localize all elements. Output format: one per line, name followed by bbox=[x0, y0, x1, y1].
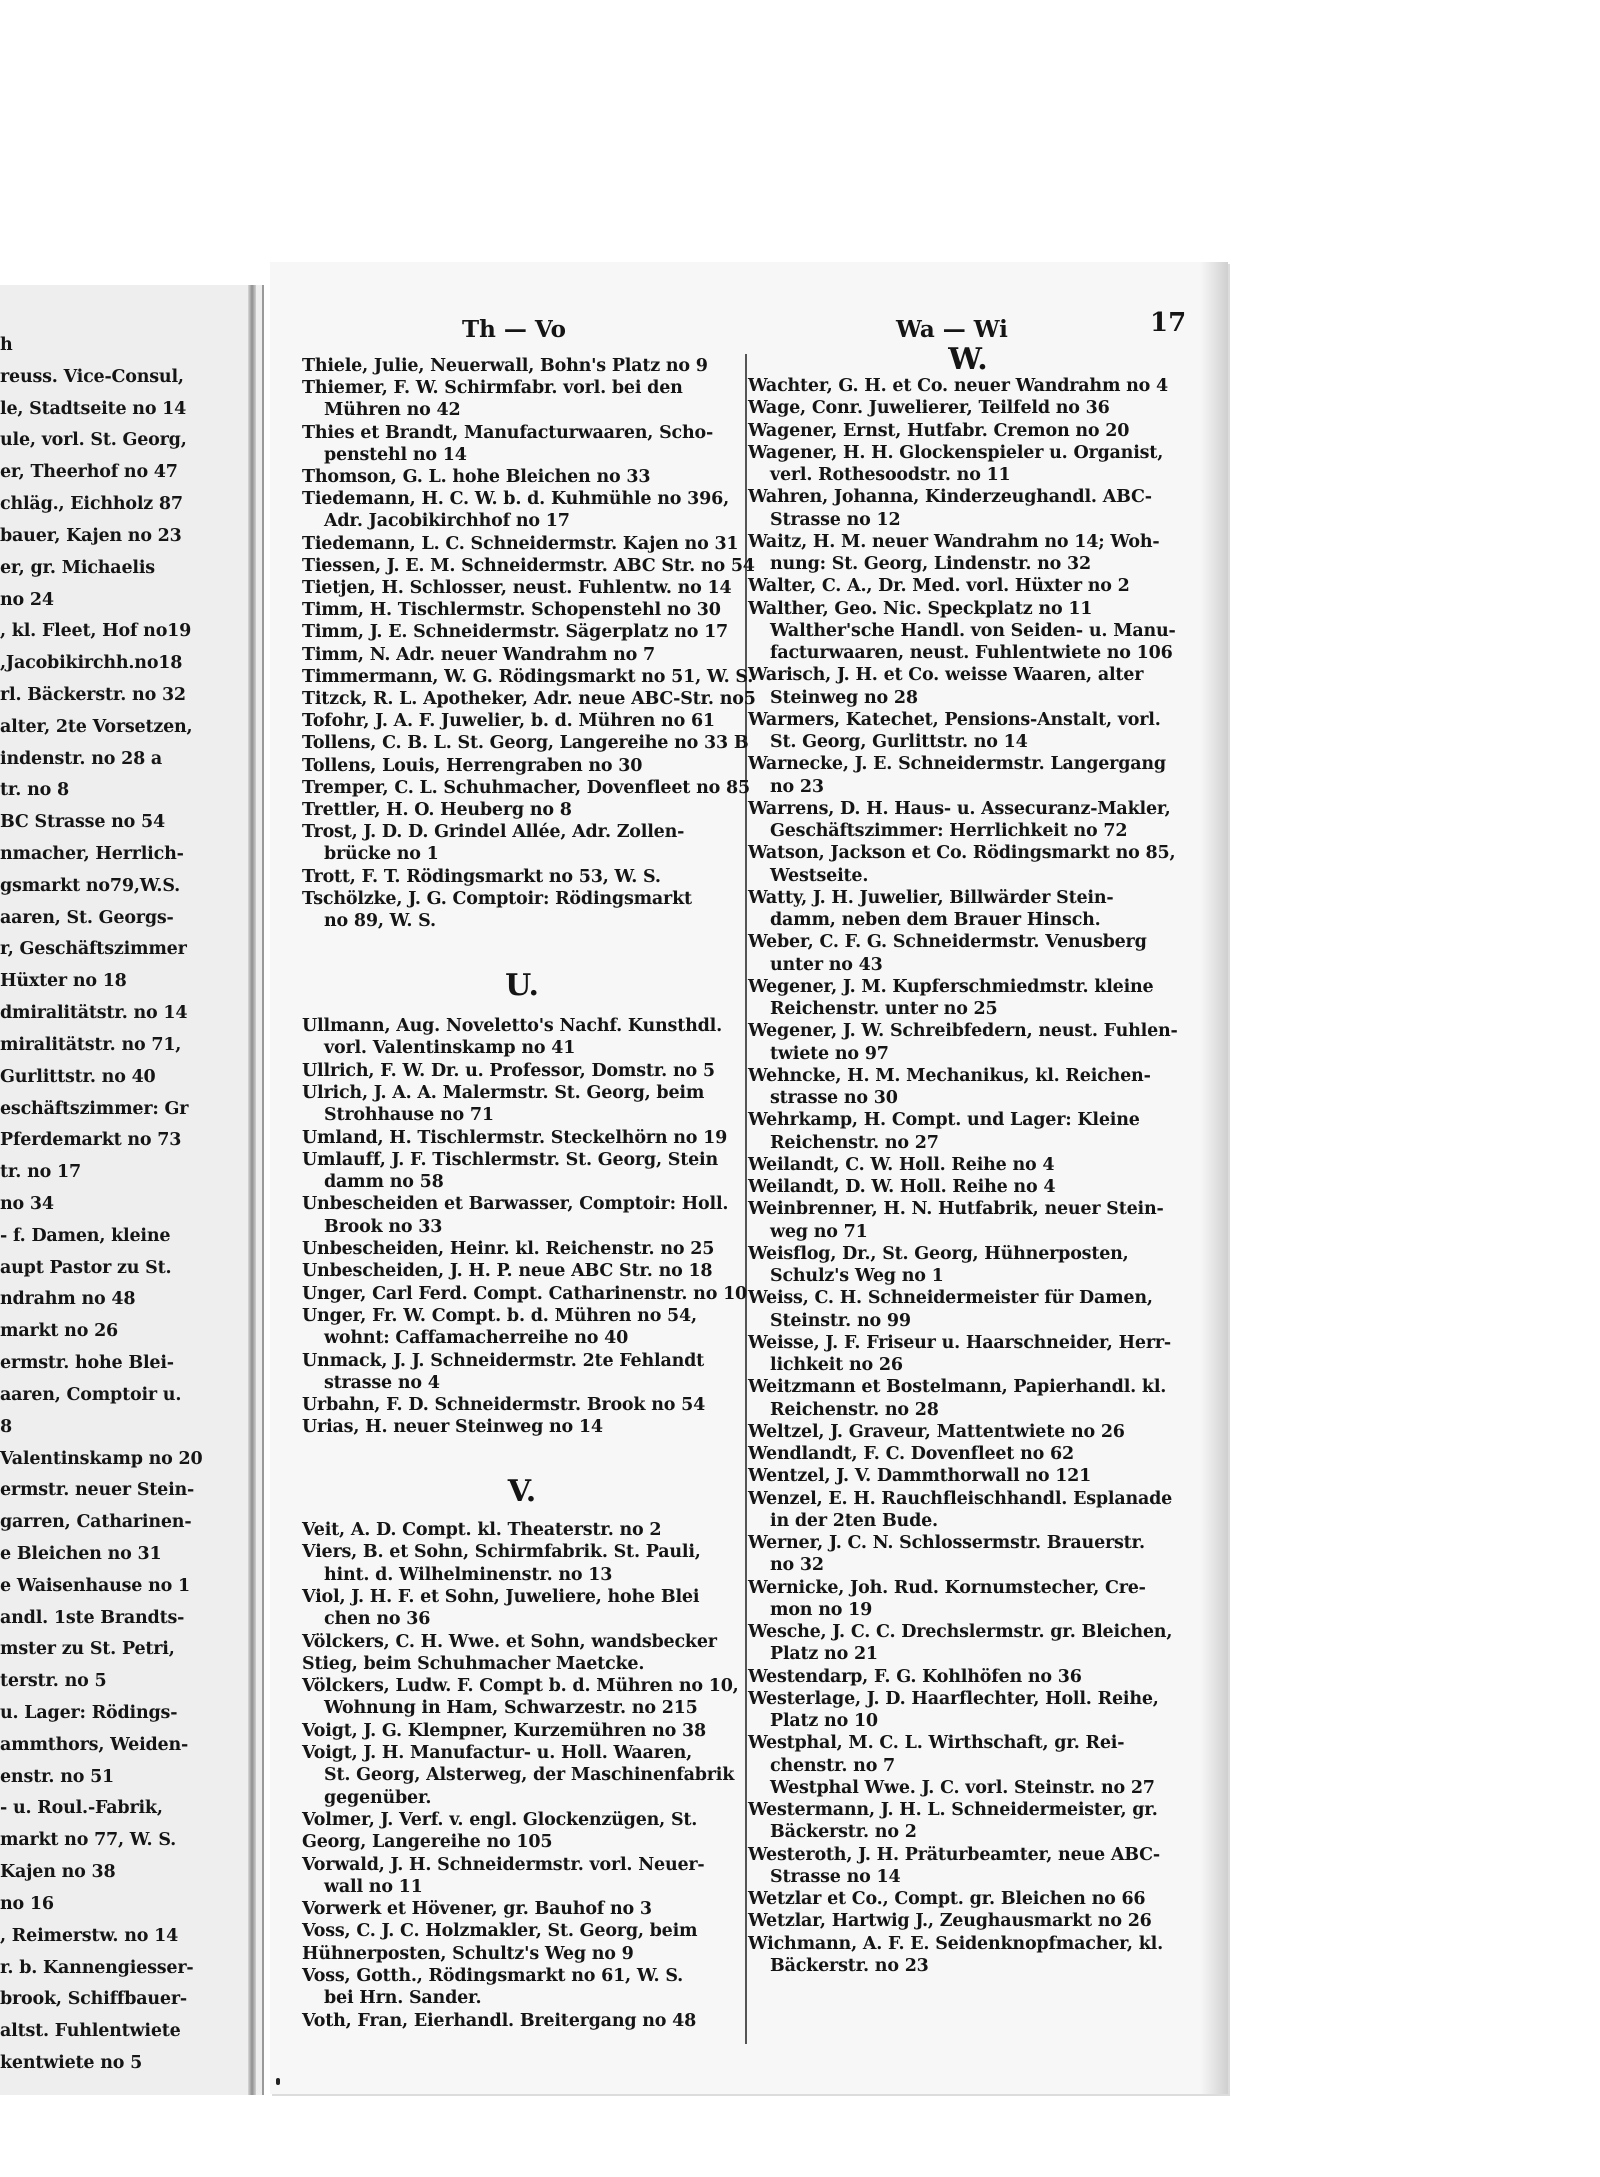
directory-entry-line: facturwaaren, neust. Fuhlentwiete no 106 bbox=[770, 643, 1173, 663]
directory-entry-line: Voigt, J. H. Manufactur- u. Holl. Waaren, bbox=[302, 1743, 693, 1763]
directory-entry-line: Viers, B. et Sohn, Schirmfabrik. St. Pauli, bbox=[302, 1542, 701, 1563]
directory-entry-line: Voss, C. J. C. Holzmakler, St. Georg, beim bbox=[302, 1921, 698, 1942]
directory-entry-line: twiete no 97 bbox=[770, 1043, 889, 1064]
directory-entry-line: Unger, Carl Ferd. Compt. Catharinenstr. no 10 bbox=[302, 1283, 748, 1304]
directory-entry-line: Walther'sche Handl. von Seiden- u. Manu- bbox=[770, 620, 1176, 641]
directory-entry-line: chenstr. no 7 bbox=[770, 1755, 896, 1776]
page-number: 17 bbox=[1150, 308, 1187, 338]
previous-page-fragment bbox=[0, 285, 264, 2095]
directory-entry-line: strasse no 30 bbox=[770, 1088, 898, 1108]
directory-entry-line: no 23 bbox=[770, 776, 824, 797]
directory-entry-line: Strasse no 12 bbox=[770, 509, 901, 530]
left-page-line: tr. no 17 bbox=[0, 1162, 81, 1182]
directory-entry-line: Trettler, H. O. Heuberg no 8 bbox=[302, 800, 572, 820]
page-gutter bbox=[248, 285, 256, 2095]
directory-entry-line: vorl. Valentinskamp no 41 bbox=[324, 1038, 576, 1059]
left-page-line: Hüxter no 18 bbox=[0, 971, 127, 991]
directory-entry-line: Walther, Geo. Nic. Speckplatz no 11 bbox=[748, 598, 1093, 619]
directory-entry-line: Weilandt, D. W. Holl. Reihe no 4 bbox=[748, 1177, 1056, 1197]
directory-entry-line: Wentzel, J. V. Dammthorwall no 121 bbox=[748, 1466, 1092, 1487]
left-page-line: , kl. Fleet, Hof no19 bbox=[0, 621, 192, 641]
directory-entry-line: Weinbrenner, H. N. Hutfabrik, neuer Stein- bbox=[748, 1199, 1164, 1220]
left-page-line: gsmarkt no79,W.S. bbox=[0, 876, 181, 896]
directory-entry-line: Wetzlar et Co., Compt. gr. Bleichen no 66 bbox=[748, 1889, 1146, 1909]
directory-entry-line: Westseite. bbox=[770, 865, 869, 886]
directory-entry-line: Wehrkamp, H. Compt. und Lager: Kleine bbox=[748, 1110, 1140, 1131]
directory-entry-line: Hühnerposten, Schultz's Weg no 9 bbox=[302, 1943, 634, 1964]
section-letter-u: U. bbox=[505, 968, 539, 1003]
left-page-line: mster zu St. Petri, bbox=[0, 1639, 175, 1659]
directory-entry-line: Steinstr. no 99 bbox=[770, 1310, 911, 1331]
directory-entry-line: no 32 bbox=[770, 1555, 824, 1576]
directory-entry-line: Thiemer, F. W. Schirmfabr. vorl. bei den bbox=[302, 378, 683, 399]
directory-entry-line: Reichenstr. no 28 bbox=[770, 1399, 939, 1420]
directory-entry-line: Wagener, H. H. Glockenspieler u. Organist, bbox=[748, 442, 1164, 463]
directory-entry-line: Warmers, Katechet, Pensions-Anstalt, vorl. bbox=[748, 709, 1161, 730]
directory-entry-line: Thomson, G. L. hohe Bleichen no 33 bbox=[302, 467, 651, 487]
directory-entry-line: Westerlage, J. D. Haarflechter, Holl. Reihe, bbox=[748, 1688, 1159, 1709]
directory-entry-line: unter no 43 bbox=[770, 954, 883, 975]
directory-entry-line: Weiss, C. H. Schneidermeister für Damen, bbox=[748, 1288, 1153, 1309]
directory-entry-line: Tiedemann, H. C. W. b. d. Kuhmühle no 396, bbox=[302, 489, 729, 510]
left-page-line: andl. 1ste Brandts- bbox=[0, 1608, 185, 1628]
directory-entry-line: Unbescheiden, Heinr. kl. Reichenstr. no 25 bbox=[302, 1239, 715, 1259]
directory-entry-line: Thies et Brandt, Manufacturwaaren, Scho- bbox=[302, 422, 714, 443]
left-page-line: u. Lager: Rödings- bbox=[0, 1703, 178, 1723]
directory-entry-line: Tiedemann, L. C. Schneidermstr. Kajen no 31 bbox=[302, 533, 739, 554]
running-head-right: Wa — Wi bbox=[896, 316, 1008, 343]
left-page-line: ermstr. hohe Blei- bbox=[0, 1353, 174, 1373]
directory-entry-line: wall no 11 bbox=[324, 1876, 423, 1897]
directory-entry-line: St. Georg, Gurlittstr. no 14 bbox=[770, 732, 1028, 752]
directory-entry-line: Georg, Langereihe no 105 bbox=[302, 1832, 553, 1853]
directory-entry-line: Tietjen, H. Schlosser, neust. Fuhlentw. no 14 bbox=[302, 578, 732, 598]
left-page-line: 8 bbox=[0, 1417, 12, 1437]
directory-entry-line: St. Georg, Alsterweg, der Maschinenfabrik bbox=[324, 1765, 735, 1786]
directory-entry-line: Wetzlar, Hartwig J., Zeughausmarkt no 26 bbox=[748, 1911, 1152, 1932]
section-letter-v: V. bbox=[507, 1474, 537, 1509]
left-page-line: no 24 bbox=[0, 590, 54, 610]
left-page-line: markt no 77, W. S. bbox=[0, 1830, 177, 1850]
directory-entry-line: Unbescheiden et Barwasser, Comptoir: Holl. bbox=[302, 1194, 729, 1215]
directory-entry-line: Weitzmann et Bostelmann, Papierhandl. kl. bbox=[748, 1377, 1167, 1398]
left-page-line: er, gr. Michaelis bbox=[0, 558, 155, 578]
directory-entry-line: Warisch, J. H. et Co. weisse Waaren, alter bbox=[748, 665, 1144, 686]
directory-entry-line: Volmer, J. Verf. v. engl. Glockenzügen, St. bbox=[302, 1809, 698, 1830]
directory-entry-line: Bäckerstr. no 2 bbox=[770, 1822, 917, 1843]
directory-entry-line: Unbescheiden, J. H. P. neue ABC Str. no 18 bbox=[302, 1261, 713, 1282]
directory-entry-line: Ullrich, F. W. Dr. u. Professor, Domstr. no 5 bbox=[302, 1060, 715, 1081]
directory-entry-line: wohnt: Caffamacherreihe no 40 bbox=[324, 1328, 629, 1349]
directory-entry-line: Steinweg no 28 bbox=[770, 687, 918, 708]
directory-entry-line: Westeroth, J. H. Präturbeamter, neue ABC- bbox=[748, 1844, 1160, 1865]
left-page-line: indenstr. no 28 a bbox=[0, 749, 163, 769]
directory-entry-line: Brook no 33 bbox=[324, 1216, 443, 1237]
directory-entry-line: Tollens, C. B. L. St. Georg, Langereihe no 33 B bbox=[302, 733, 749, 754]
directory-entry-line: Vorwald, J. H. Schneidermstr. vorl. Neuer- bbox=[302, 1854, 705, 1875]
directory-entry-line: Westendarp, F. G. Kohlhöfen no 36 bbox=[748, 1666, 1082, 1687]
directory-entry-line: Urbahn, F. D. Schneidermstr. Brook no 54 bbox=[302, 1395, 706, 1416]
left-page-line: r. b. Kannengiesser- bbox=[0, 1958, 194, 1978]
directory-entry-line: Weisse, J. F. Friseur u. Haarschneider, Herr- bbox=[748, 1332, 1171, 1353]
directory-entry-line: damm, neben dem Brauer Hinsch. bbox=[770, 910, 1101, 930]
directory-entry-line: Platz no 10 bbox=[770, 1711, 878, 1731]
directory-entry-line: strasse no 4 bbox=[324, 1372, 440, 1393]
left-page-line: chläg., Eichholz 87 bbox=[0, 494, 183, 514]
left-page-line: er, Theerhof no 47 bbox=[0, 462, 178, 482]
directory-entry-line: Thiele, Julie, Neuerwall, Bohn's Platz no 9 bbox=[302, 356, 708, 376]
directory-entry-line: Tiessen, J. E. M. Schneidermstr. ABC Str. no 54 bbox=[302, 555, 755, 576]
directory-entry-line: Ullmann, Aug. Noveletto's Nachf. Kunsthdl. bbox=[302, 1016, 722, 1036]
directory-entry-line: hint. d. Wilhelminenstr. no 13 bbox=[324, 1564, 613, 1585]
directory-entry-line: weg no 71 bbox=[770, 1221, 868, 1242]
directory-entry-line: Viol, J. H. F. et Sohn, Juweliere, hohe Blei bbox=[302, 1586, 700, 1607]
left-page-line: reuss. Vice-Consul, bbox=[0, 367, 184, 387]
left-page-line: BC Strasse no 54 bbox=[0, 812, 165, 832]
directory-entry-line: Völckers, C. H. Wwe. et Sohn, wandsbecker bbox=[302, 1631, 717, 1652]
directory-entry-line: Timmermann, W. G. Rödingsmarkt no 51, W. S. bbox=[302, 666, 754, 687]
left-page-line: bauer, Kajen no 23 bbox=[0, 526, 182, 546]
left-page-line: rl. Bäckerstr. no 32 bbox=[0, 685, 186, 705]
directory-entry-line: Mühren no 42 bbox=[324, 400, 461, 421]
directory-entry-line: Adr. Jacobikirchhof no 17 bbox=[324, 511, 570, 532]
left-page-line: terstr. no 5 bbox=[0, 1671, 107, 1691]
left-page-line: e Waisenhause no 1 bbox=[0, 1576, 190, 1596]
section-letter-w: W. bbox=[948, 342, 988, 377]
directory-entry-line: Tofohr, J. A. F. Juwelier, b. d. Mühren no 61 bbox=[302, 711, 715, 732]
left-page-line: ndrahm no 48 bbox=[0, 1289, 136, 1309]
directory-entry-line: Völckers, Ludw. F. Compt b. d. Mühren no 10, bbox=[302, 1676, 739, 1697]
directory-entry-line: Bäckerstr. no 23 bbox=[770, 1955, 929, 1976]
directory-entry-line: Platz no 21 bbox=[770, 1644, 878, 1665]
left-page-line: Kajen no 38 bbox=[0, 1862, 116, 1882]
left-page-line: eschäftszimmer: Gr bbox=[0, 1099, 189, 1119]
left-page-line: brook, Schiffbauer- bbox=[0, 1989, 187, 2009]
left-page-line: , Reimerstw. no 14 bbox=[0, 1926, 179, 1946]
directory-entry-line: Westphal Wwe. J. C. vorl. Steinstr. no 27 bbox=[770, 1777, 1155, 1798]
directory-entry-line: Tschölzke, J. G. Comptoir: Rödingsmarkt bbox=[302, 888, 692, 909]
directory-entry-line: Tremper, C. L. Schuhmacher, Dovenfleet no 85 bbox=[302, 777, 750, 798]
directory-entry-line: Weisflog, Dr., St. Georg, Hühnerposten, bbox=[748, 1243, 1129, 1264]
directory-entry-line: Trost, J. D. D. Grindel Allée, Adr. Zollen- bbox=[302, 822, 685, 843]
left-page-line: h bbox=[0, 335, 13, 355]
directory-entry-line: Weilandt, C. W. Holl. Reihe no 4 bbox=[748, 1154, 1055, 1175]
directory-entry-line: Werner, J. C. N. Schlossermstr. Brauerstr. bbox=[748, 1533, 1145, 1553]
left-page-line: ,Jacobikirchh.no18 bbox=[0, 653, 183, 673]
left-page-line: - u. Roul.-Fabrik, bbox=[0, 1798, 163, 1818]
directory-entry-line: Tollens, Louis, Herrengraben no 30 bbox=[302, 755, 643, 776]
directory-entry-line: Umland, H. Tischlermstr. Steckelhörn no 19 bbox=[302, 1127, 728, 1148]
left-page-line: aaren, Comptoir u. bbox=[0, 1385, 182, 1405]
directory-entry-line: Westphal, M. C. L. Wirthschaft, gr. Rei- bbox=[748, 1733, 1125, 1754]
directory-entry-line: Wendlandt, F. C. Dovenfleet no 62 bbox=[748, 1444, 1074, 1464]
directory-entry-line: nung: St. Georg, Lindenstr. no 32 bbox=[770, 554, 1092, 574]
directory-entry-line: Walter, C. A., Dr. Med. vorl. Hüxter no 2 bbox=[748, 576, 1130, 597]
left-page-line: tr. no 8 bbox=[0, 780, 69, 800]
left-page-line: ule, vorl. St. Georg, bbox=[0, 430, 187, 450]
left-page-line: alter, 2te Vorsetzen, bbox=[0, 717, 193, 737]
directory-entry-line: Watty, J. H. Juwelier, Billwärder Stein- bbox=[748, 887, 1114, 908]
directory-entry-line: Titzck, R. L. Apotheker, Adr. neue ABC-Str. no5 bbox=[302, 689, 756, 709]
directory-entry-line: Vorwerk et Hövener, gr. Bauhof no 3 bbox=[302, 1899, 652, 1920]
directory-entry-line: Watson, Jackson et Co. Rödingsmarkt no 85, bbox=[748, 843, 1176, 864]
directory-entry-line: Urias, H. neuer Steinweg no 14 bbox=[302, 1417, 603, 1438]
left-page-line: - f. Damen, kleine bbox=[0, 1226, 171, 1246]
running-head-left: Th — Vo bbox=[462, 316, 566, 343]
left-page-line: e Bleichen no 31 bbox=[0, 1544, 162, 1564]
left-page-line: ammthors, Weiden- bbox=[0, 1735, 189, 1755]
directory-entry-line: damm no 58 bbox=[324, 1172, 444, 1193]
directory-entry-line: gegenüber. bbox=[324, 1787, 432, 1808]
column-divider bbox=[745, 354, 747, 2044]
directory-entry-line: brücke no 1 bbox=[324, 844, 439, 865]
directory-entry-line: verl. Rothesoodstr. no 11 bbox=[770, 465, 1011, 485]
directory-entry-line: Wahren, Johanna, Kinderzeughandl. ABC- bbox=[748, 487, 1152, 508]
left-page-line: r, Geschäftszimmer bbox=[0, 939, 187, 959]
directory-entry-line: Waitz, H. M. neuer Wandrahm no 14; Woh- bbox=[748, 531, 1160, 552]
directory-entry-line: Wagener, Ernst, Hutfabr. Cremon no 20 bbox=[748, 420, 1130, 441]
directory-entry-line: Reichenstr. no 27 bbox=[770, 1132, 939, 1153]
directory-entry-line: Reichenstr. unter no 25 bbox=[770, 999, 998, 1019]
directory-entry-line: Stieg, beim Schuhmacher Maetcke. bbox=[302, 1653, 645, 1674]
directory-entry-line: Veit, A. D. Compt. kl. Theaterstr. no 2 bbox=[302, 1520, 662, 1540]
directory-entry-line: Strasse no 14 bbox=[770, 1866, 901, 1887]
directory-entry-line: Wernicke, Joh. Rud. Kornumstecher, Cre- bbox=[748, 1577, 1146, 1598]
directory-entry-line: Warrens, D. H. Haus- u. Assecuranz-Makler, bbox=[748, 798, 1171, 819]
directory-entry-line: Ulrich, J. A. A. Malermstr. St. Georg, beim bbox=[302, 1082, 705, 1103]
directory-entry-line: Voss, Gotth., Rödingsmarkt no 61, W. S. bbox=[302, 1966, 684, 1986]
left-page-line: Gurlittstr. no 40 bbox=[0, 1067, 156, 1087]
left-page-line: le, Stadtseite no 14 bbox=[0, 399, 187, 419]
left-page-line: aupt Pastor zu St. bbox=[0, 1258, 172, 1278]
directory-entry-line: Weber, C. F. G. Schneidermstr. Venusberg bbox=[748, 932, 1147, 953]
left-page-line: altst. Fuhlentwiete bbox=[0, 2021, 181, 2041]
directory-entry-line: Unmack, J. J. Schneidermstr. 2te Fehlandt bbox=[302, 1350, 705, 1371]
directory-entry-line: Timm, N. Adr. neuer Wandrahm no 7 bbox=[302, 644, 655, 665]
directory-entry-line: in der 2ten Bude. bbox=[770, 1510, 938, 1531]
directory-entry-line: Timm, H. Tischlermstr. Schopenstehl no 30 bbox=[302, 600, 721, 621]
left-page-line: no 16 bbox=[0, 1894, 54, 1914]
directory-entry-line: bei Hrn. Sander. bbox=[324, 1988, 482, 2009]
ink-speck bbox=[276, 2078, 280, 2085]
directory-entry-line: Unger, Fr. W. Compt. b. d. Mühren no 54, bbox=[302, 1305, 697, 1326]
directory-entry-line: lichkeit no 26 bbox=[770, 1355, 903, 1375]
left-page-line: dmiralitätstr. no 14 bbox=[0, 1003, 188, 1023]
directory-entry-line: Wegener, J. W. Schreibfedern, neust. Fuhlen- bbox=[748, 1021, 1178, 1042]
left-page-line: aaren, St. Georgs- bbox=[0, 908, 174, 928]
directory-entry-line: Wachter, G. H. et Co. neuer Wandrahm no 4 bbox=[748, 376, 1169, 396]
directory-entry-line: Wesche, J. C. C. Drechslermstr. gr. Bleichen, bbox=[748, 1622, 1173, 1642]
directory-entry-line: Wohnung in Ham, Schwarzestr. no 215 bbox=[324, 1698, 698, 1719]
directory-entry-line: Timm, J. E. Schneidermstr. Sägerplatz no 17 bbox=[302, 622, 729, 643]
directory-entry-line: Voth, Fran, Eierhandl. Breitergang no 48 bbox=[302, 2010, 697, 2031]
directory-entry-line: Wegener, J. M. Kupferschmiedmstr. kleine bbox=[748, 976, 1154, 997]
left-page-line: no 34 bbox=[0, 1194, 54, 1214]
directory-entry-line: Geschäftszimmer: Herrlichkeit no 72 bbox=[770, 821, 1128, 841]
directory-entry-line: Weltzel, J. Graveur, Mattentwiete no 26 bbox=[748, 1421, 1125, 1442]
directory-entry-line: Wichmann, A. F. E. Seidenknopfmacher, kl. bbox=[748, 1933, 1163, 1954]
directory-entry-line: chen no 36 bbox=[324, 1609, 431, 1630]
directory-entry-line: Strohhause no 71 bbox=[324, 1105, 494, 1126]
directory-entry-line: Warnecke, J. E. Schneidermstr. Langergang bbox=[748, 754, 1166, 775]
left-page-line: markt no 26 bbox=[0, 1321, 119, 1341]
directory-entry-line: Wehncke, H. M. Mechanikus, kl. Reichen- bbox=[748, 1065, 1151, 1086]
left-page-line: Valentinskamp no 20 bbox=[0, 1449, 203, 1469]
left-page-line: enstr. no 51 bbox=[0, 1767, 115, 1787]
directory-entry-line: Trott, F. T. Rödingsmarkt no 53, W. S. bbox=[302, 866, 661, 887]
directory-entry-line: Wage, Conr. Juwelierer, Teilfeld no 36 bbox=[748, 398, 1110, 419]
left-page-line: garren, Catharinen- bbox=[0, 1512, 192, 1532]
directory-entry-line: Umlauff, J. F. Tischlermstr. St. Georg, Stein bbox=[302, 1149, 718, 1170]
left-page-line: Pferdemarkt no 73 bbox=[0, 1130, 182, 1150]
left-page-line: miralitätstr. no 71, bbox=[0, 1035, 182, 1055]
directory-entry-line: mon no 19 bbox=[770, 1599, 873, 1620]
directory-entry-line: Wenzel, E. H. Rauchfleischhandl. Esplanade bbox=[748, 1488, 1173, 1509]
directory-entry-line: Westermann, J. H. L. Schneidermeister, gr. bbox=[748, 1800, 1158, 1820]
directory-entry-line: Schulz's Weg no 1 bbox=[770, 1266, 944, 1286]
directory-entry-line: Voigt, J. G. Klempner, Kurzemühren no 38 bbox=[302, 1720, 706, 1741]
directory-entry-line: penstehl no 14 bbox=[324, 444, 467, 465]
left-page-line: ermstr. neuer Stein- bbox=[0, 1480, 195, 1500]
left-page-line: nmacher, Herrlich- bbox=[0, 844, 184, 864]
page-fold-shadow bbox=[1200, 262, 1228, 2094]
directory-entry-line: no 89, W. S. bbox=[324, 911, 436, 931]
left-page-line: kentwiete no 5 bbox=[0, 2053, 143, 2073]
